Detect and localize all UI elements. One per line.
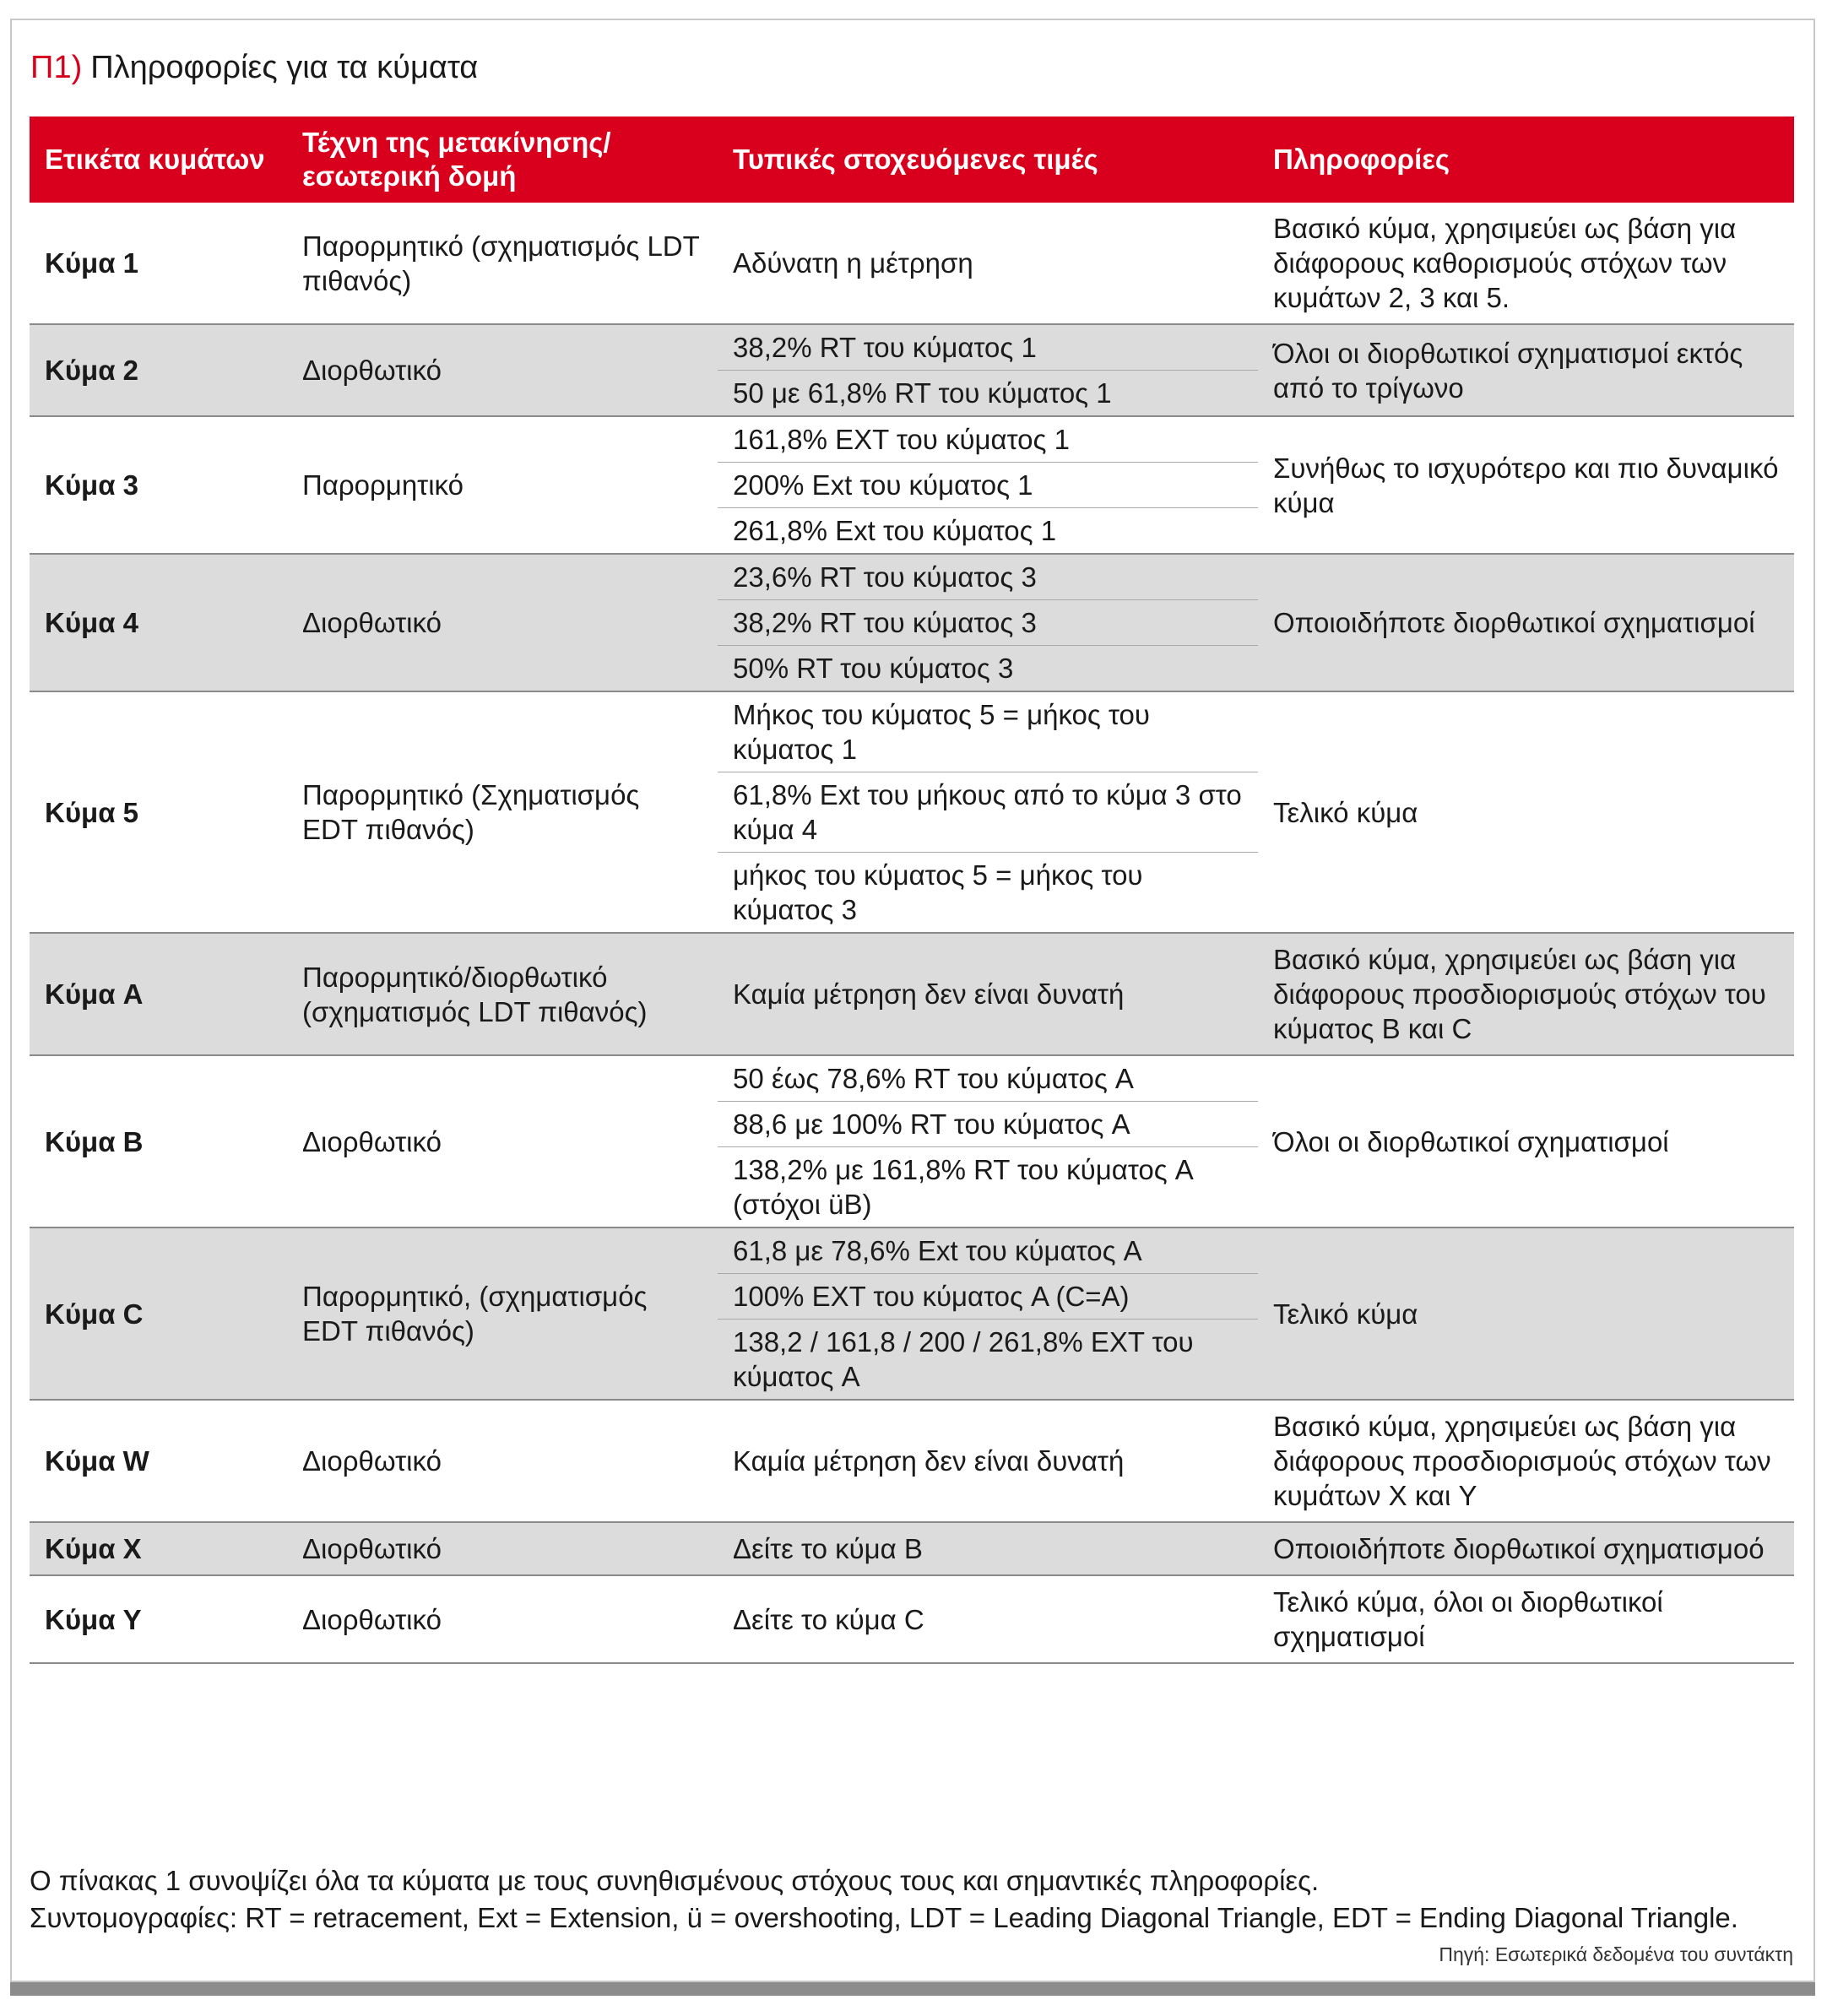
wave-target: Καμία μέτρηση δεν είναι δυνατή	[718, 933, 1258, 1055]
header-row	[30, 117, 1794, 203]
table-row	[30, 1575, 1794, 1663]
source-note: Πηγή: Εσωτερικά δεδομένα του συντάκτη	[1439, 1943, 1793, 1965]
wave-structure: Παρορμητικό (σχηματισμός LDT πιθανός)	[287, 203, 718, 324]
wave-target: Μήκος του κύματος 5 = μήκος του κύματος 1	[718, 691, 1258, 772]
wave-structure: Παρορμητικό (Σχηματισμός EDT πιθανός)	[287, 691, 718, 933]
table-row	[30, 933, 1794, 1055]
wave-target: 261,8% Ext του κύματος 1	[718, 508, 1258, 555]
wave-info: Βασικό κύμα, χρησιμεύει ως βάση για διάφορους καθορισμούς στόχων των κυμάτων 2, 3 και 5.	[1258, 203, 1794, 324]
wave-label: Κύμα 4	[30, 554, 287, 691]
abbreviations-note: Συντομογραφίες: RT = retracement, Ext = Extension, ü = overshooting, LDT = Leading Diagonal Triangle, EDT = Ending Diagonal Triangle.	[30, 1902, 1738, 1933]
header-info: Πληροφορίες	[1258, 117, 1794, 203]
header-label: Ετικέτα κυμάτων	[30, 117, 287, 203]
wave-target: 61,8 με 78,6% Ext του κύματος A	[718, 1227, 1258, 1274]
wave-info: Συνήθως το ισχυρότερο και πιο δυναμικό κύμα	[1258, 416, 1794, 554]
wave-label: Κύμα C	[30, 1227, 287, 1400]
table-row	[30, 203, 1794, 324]
page-title	[30, 44, 478, 91]
wave-target: 138,2 / 161,8 / 200 / 261,8% EXT του κύματος A	[718, 1320, 1258, 1401]
wave-structure: Διορθωτικό	[287, 1522, 718, 1575]
wave-label: Κύμα 2	[30, 324, 287, 416]
wave-info: Τελικό κύμα	[1258, 691, 1794, 933]
wave-structure: Διορθωτικό	[287, 1400, 718, 1522]
wave-info: Βασικό κύμα, χρησιμεύει ως βάση για διάφορους προσδιορισμούς στόχων του κύματος B και C	[1258, 933, 1794, 1055]
wave-info: Όλοι οι διορθωτικοί σχηματισμοί εκτός από το τρίγωνο	[1258, 324, 1794, 416]
wave-info: Τελικό κύμα	[1258, 1227, 1794, 1400]
wave-label: Κύμα 1	[30, 203, 287, 324]
table-row	[30, 324, 1794, 371]
wave-target: 100% EXT του κύματος A (C=A)	[718, 1274, 1258, 1320]
wave-structure: Διορθωτικό	[287, 1575, 718, 1663]
wave-label: Κύμα B	[30, 1055, 287, 1227]
header-targets: Τυπικές στοχευόμενες τιμές	[718, 117, 1258, 203]
table-row	[30, 416, 1794, 463]
wave-label: Κύμα X	[30, 1522, 287, 1575]
header-structure: Τέχνη της μετακίνησης/ εσωτερική δομή	[287, 117, 718, 203]
summary-note: Ο πίνακας 1 συνοψίζει όλα τα κύματα με τους συνηθισμένους στόχους τους και σημαντικές πληροφορίες.	[30, 1865, 1320, 1896]
wave-target: 161,8% EXT του κύματος 1	[718, 416, 1258, 463]
wave-target: 23,6% RT του κύματος 3	[718, 554, 1258, 600]
wave-info: Οποιοιδήποτε διορθωτικοί σχηματισμοό	[1258, 1522, 1794, 1575]
wave-target: μήκος του κύματος 5 = μήκος του κύματος 3	[718, 853, 1258, 934]
wave-target: 38,2% RT του κύματος 1	[718, 324, 1258, 371]
wave-target: 200% Ext του κύματος 1	[718, 463, 1258, 508]
table-header	[30, 117, 1794, 203]
table-row	[30, 1227, 1794, 1274]
title-number: Π1)	[30, 50, 83, 85]
wave-info: Τελικό κύμα, όλοι οι διορθωτικοί σχηματισμοί	[1258, 1575, 1794, 1663]
wave-info: Βασικό κύμα, χρησιμεύει ως βάση για διάφορους προσδιορισμούς στόχων των κυμάτων X και Y	[1258, 1400, 1794, 1522]
wave-structure: Παρορμητικό/διορθωτικό (σχηματισμός LDT πιθανός)	[287, 933, 718, 1055]
wave-target: Δείτε το κύμα C	[718, 1575, 1258, 1663]
table-row	[30, 1055, 1794, 1102]
wave-target: 138,2% με 161,8% RT του κύματος A (στόχοι üB)	[718, 1147, 1258, 1228]
waves-table	[30, 117, 1794, 1664]
wave-structure: Παρορμητικό, (σχηματισμός EDT πιθανός)	[287, 1227, 718, 1400]
table-row	[30, 691, 1794, 772]
wave-target: Δείτε το κύμα B	[718, 1522, 1258, 1575]
wave-target: Καμία μέτρηση δεν είναι δυνατή	[718, 1400, 1258, 1522]
wave-target: 50% RT του κύματος 3	[718, 646, 1258, 692]
wave-label: Κύμα W	[30, 1400, 287, 1522]
wave-structure: Παρορμητικό	[287, 416, 718, 554]
table-row	[30, 1400, 1794, 1522]
wave-target: 88,6 με 100% RT του κύματος A	[718, 1102, 1258, 1147]
wave-label: Κύμα A	[30, 933, 287, 1055]
table-row	[30, 554, 1794, 600]
wave-structure: Διορθωτικό	[287, 554, 718, 691]
wave-structure: Διορθωτικό	[287, 1055, 718, 1227]
wave-info: Οποιοιδήποτε διορθωτικοί σχηματισμοί	[1258, 554, 1794, 691]
wave-target: 38,2% RT του κύματος 3	[718, 600, 1258, 646]
wave-label: Κύμα 5	[30, 691, 287, 933]
notes	[30, 1862, 1794, 1937]
wave-target: Αδύνατη η μέτρηση	[718, 203, 1258, 324]
wave-label: Κύμα 3	[30, 416, 287, 554]
table-body	[30, 203, 1794, 1663]
wave-target: 50 με 61,8% RT του κύματος 1	[718, 371, 1258, 417]
bottom-bar	[10, 1982, 1815, 1996]
wave-structure: Διορθωτικό	[287, 324, 718, 416]
wave-target: 50 έως 78,6% RT του κύματος A	[718, 1055, 1258, 1102]
table-row	[30, 1522, 1794, 1575]
wave-label: Κύμα Y	[30, 1575, 287, 1663]
wave-target: 61,8% Ext του μήκους από το κύμα 3 στο κύμα 4	[718, 772, 1258, 853]
title-text: Πληροφορίες για τα κύματα	[90, 50, 479, 85]
wave-info: Όλοι οι διορθωτικοί σχηματισμοί	[1258, 1055, 1794, 1227]
